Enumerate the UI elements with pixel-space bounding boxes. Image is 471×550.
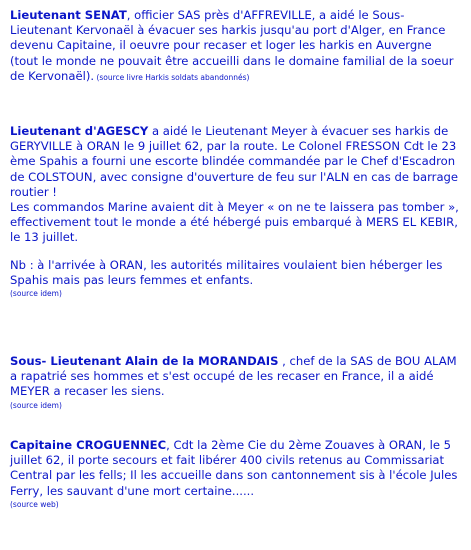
source-note: (source idem) — [10, 400, 62, 410]
entry-agescy — [10, 124, 463, 246]
entry-text: , Cdt la 2ème Cie du 2ème Zouaves à ORAN, le 5 juillet 62, il porte secours et fait libérer 400 civils retenus au Commissariat Central par les fells; Il les accueille dans son cantonnement sis à l'école Jules Ferry, les sauvant d'une mort certaine...... — [10, 438, 458, 498]
source-note: (source web) — [10, 499, 59, 509]
person-name: Sous- Lieutenant Alain de la MORANDAIS — [10, 354, 279, 368]
entry-text: , chef de la SAS de BOU ALAM a rapatrié ses hommes et s'est occupé de les recaser en France, il a aidé MEYER a recaser les siens. — [10, 354, 457, 399]
entry-paragraph — [10, 8, 463, 84]
entry-senat — [10, 8, 463, 84]
entry-paragraph — [10, 438, 463, 499]
entry-text: , officier SAS près d'AFFREVILLE, a aidé le Sous- Lieutenant Kervonaël à évacuer ses harkis jusqu'au port d'Alger, en France devenu Capitaine, il oeuvre pour recaser et loger les harkis en Auvergne (tout le monde ne pouvait être accueilli dans le domaine familial de la soeur de Kervonaël). — [10, 8, 454, 83]
note-text: Nb : à l'arrivée à ORAN, les autorités militaires voulaient bien héberger les Spahis mais pas leurs femmes et enfants. — [10, 258, 443, 288]
entry-text: a aidé le Lieutenant Meyer à évacuer ses harkis de GERYVILLE à ORAN le 9 juillet 62, par la route. Le Colonel FRESSON Cdt le 23 ème Spahis a fourni une escorte blindée commandée par le Chef d'Escadron de COLSTOUN, avec consigne d'ouverture de feu sur l'ALN en cas de barrage routier ! — [10, 124, 459, 199]
source-note: (source idem) — [10, 289, 62, 299]
person-name: Capitaine CROGUENNEC — [10, 438, 167, 452]
entry-note — [10, 258, 463, 299]
person-name: Lieutenant d'AGESCY — [10, 124, 149, 138]
entry-paragraph — [10, 124, 463, 200]
entry-croguennec — [10, 438, 463, 510]
entry-paragraph — [10, 354, 463, 400]
entry-morandais — [10, 354, 463, 411]
entry-paragraph-2: Les commandos Marine avaient dit à Meyer « on ne te laissera pas tomber », effectivement tout le monde a été hébergé puis embarqué à MERS EL KEBIR, le 13 juillet. — [10, 200, 459, 245]
source-note: (source livre Harkis soldats abandonnés) — [94, 72, 250, 82]
person-name: Lieutenant SENAT — [10, 8, 127, 22]
